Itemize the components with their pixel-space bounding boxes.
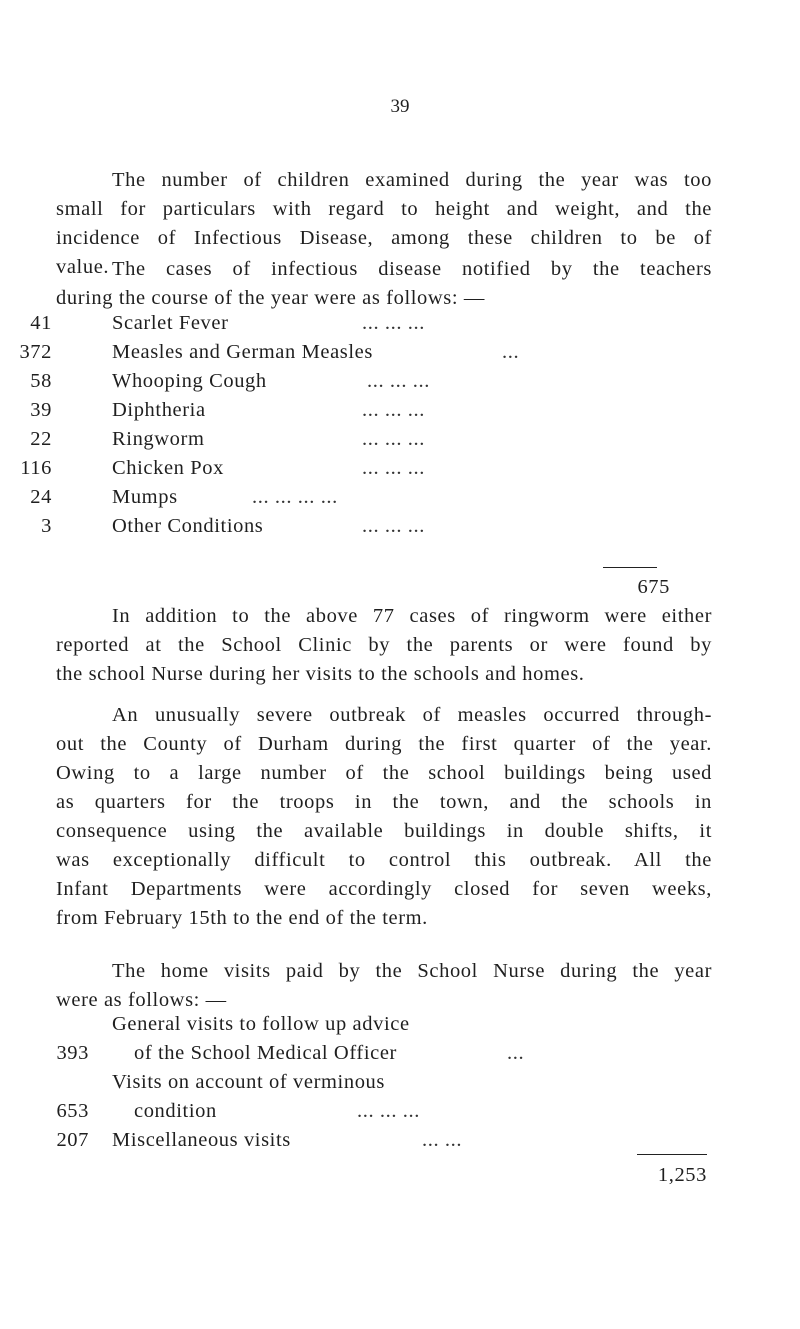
text-line: was exceptionally difficult to control this outbreak. All the xyxy=(56,849,712,871)
disease-count: 3 xyxy=(41,515,52,537)
leader-dots: ... xyxy=(507,1042,525,1064)
text-line: In addition to the above 77 cases of ringworm were either xyxy=(112,605,712,627)
text-line: were as follows: — xyxy=(56,989,227,1011)
disease-count: 39 xyxy=(30,399,52,421)
paragraph-home-visits xyxy=(56,957,712,1015)
paragraph-ringworm-addition xyxy=(56,602,712,689)
disease-count: 58 xyxy=(30,370,52,392)
leader-dots: ... ... ... xyxy=(367,370,430,392)
leader-dots: ... ... ... xyxy=(362,312,425,334)
visit-count: 207 xyxy=(56,1129,89,1151)
leader-dots: ... ... ... xyxy=(362,515,425,537)
text-line: out the County of Durham during the first quarter of the year. xyxy=(56,733,712,755)
text-line: The home visits paid by the School Nurse during the year xyxy=(112,960,712,982)
disease-label: Measles and German Measles xyxy=(112,341,373,363)
disease-count: 372 xyxy=(19,341,52,363)
visits-table xyxy=(56,1013,722,1151)
disease-label: Diphtheria xyxy=(112,399,206,421)
disease-count: 41 xyxy=(30,312,52,334)
sum-rule xyxy=(637,1154,707,1155)
visit-label-line: of the School Medical Officer xyxy=(134,1042,397,1064)
text-line: An unusually severe outbreak of measles occurred through- xyxy=(112,704,712,726)
leader-dots: ... ... ... xyxy=(362,399,425,421)
visit-count: 653 xyxy=(56,1100,89,1122)
text-line: reported at the School Clinic by the parents or were found by xyxy=(56,634,712,656)
page-number: 39 xyxy=(390,96,410,117)
disease-total: 675 xyxy=(637,576,670,598)
text-line: from February 15th to the end of the term. xyxy=(56,907,428,929)
text-line: value. xyxy=(56,256,110,278)
disease-label: Ringworm xyxy=(112,428,205,450)
leader-dots: ... ... xyxy=(422,1129,463,1151)
leader-dots: ... ... ... xyxy=(362,428,425,450)
disease-label: Scarlet Fever xyxy=(112,312,229,334)
text-line: Owing to a large number of the school buildings being used xyxy=(56,762,712,784)
leader-dots: ... ... ... ... xyxy=(252,486,338,508)
disease-table xyxy=(19,312,722,587)
sum-rule xyxy=(603,567,657,568)
visit-count: 393 xyxy=(56,1042,89,1064)
disease-label: Other Conditions xyxy=(112,515,264,537)
text-line: incidence of Infectious Disease, among these children to be of xyxy=(56,227,712,249)
visits-total: 1,253 xyxy=(657,1164,707,1186)
paragraph-cases-notified xyxy=(56,255,712,313)
text-line: small for particulars with regard to height and weight, and the xyxy=(56,198,712,220)
disease-label: Mumps xyxy=(112,486,178,508)
text-line: during the course of the year were as follows: — xyxy=(56,287,485,309)
text-line: consequence using the available buildings in double shifts, it xyxy=(56,820,712,842)
disease-label: Whooping Cough xyxy=(112,370,267,392)
text-line: The number of children examined during the year was too xyxy=(112,169,712,191)
visit-label-line: Miscellaneous visits xyxy=(112,1129,291,1151)
disease-count: 22 xyxy=(30,428,52,450)
text-line: The cases of infectious disease notified by the teachers xyxy=(112,258,712,280)
text-line: the school Nurse during her visits to the schools and homes. xyxy=(56,663,585,685)
text-line: Infant Departments were accordingly closed for seven weeks, xyxy=(56,878,712,900)
disease-count: 24 xyxy=(30,486,52,508)
paragraph-measles-outbreak xyxy=(56,701,712,933)
leader-dots: ... xyxy=(502,341,520,363)
visit-label-line: condition xyxy=(134,1100,217,1122)
disease-label: Chicken Pox xyxy=(112,457,224,479)
visit-label-line: Visits on account of verminous xyxy=(112,1071,385,1093)
visit-label-line: General visits to follow up advice xyxy=(112,1013,410,1035)
leader-dots: ... ... ... xyxy=(357,1100,420,1122)
leader-dots: ... ... ... xyxy=(362,457,425,479)
disease-count: 116 xyxy=(20,457,52,479)
text-line: as quarters for the troops in the town, and the schools in xyxy=(56,791,712,813)
